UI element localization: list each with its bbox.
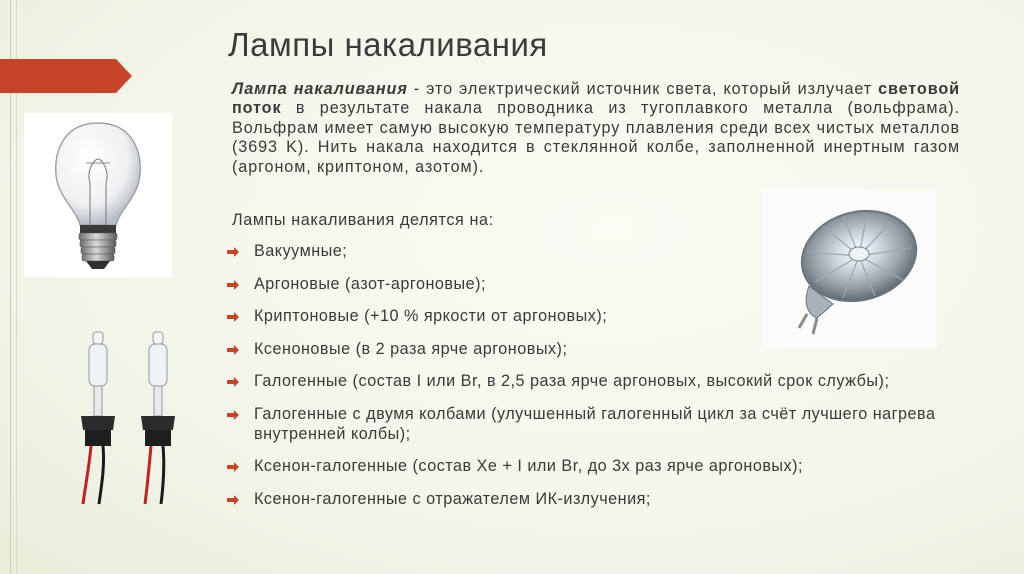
intro-paragraph [232, 80, 960, 177]
incandescent-bulb-image [24, 113, 172, 277]
arrow-bullet-icon [226, 312, 240, 322]
arrow-bullet-icon [226, 345, 240, 355]
list-item-text: Галогенные с двумя колбами (улучшенный галогенный цикл за счёт лучшего нагрева внутренней колбы); [254, 404, 936, 443]
xenon-lamps-image [55, 328, 189, 506]
list-item-text: Галогенные (состав I или Br, в 2,5 раза ярче аргоновых, высокий срок службы); [254, 372, 890, 391]
arrow-bullet-icon [226, 410, 240, 420]
list-item-text: Криптоновые (+10 % яркости от аргоновых); [254, 307, 608, 326]
list-item-text: Ксенон-галогенные с отражателем ИК-излучения; [254, 489, 651, 508]
list-item-text: Аргоновые (азот-аргоновые); [254, 274, 487, 293]
list-item-text: Ксенон-галогенные (состав Xe + I или Br, до 3х раз ярче аргоновых); [254, 457, 804, 476]
list-item [226, 405, 974, 444]
arrow-bullet-icon [226, 280, 240, 290]
arrow-bullet-icon [226, 495, 240, 505]
intro-bold-term: световой поток [232, 80, 960, 118]
list-heading: Лампы накаливания делятся на: [232, 211, 494, 229]
intro-text-1: - это электрический источник света, который излучает [407, 80, 879, 98]
title-accent-ribbon [0, 59, 132, 93]
intro-term: Лампа накаливания [232, 80, 408, 98]
arrow-bullet-icon [226, 377, 240, 387]
list-item [226, 457, 974, 477]
list-item-text: Ксеноновые (в 2 раза ярче аргоновых); [254, 339, 568, 358]
list-item [226, 372, 934, 392]
halogen-reflector-lamp-image [763, 190, 937, 348]
list-item-text: Вакуумные; [254, 242, 348, 260]
list-item [226, 490, 974, 510]
slide-title: Лампы накаливания [228, 26, 548, 63]
arrow-bullet-icon [226, 247, 240, 257]
intro-text-2: в результате накала проводника из тугоплавкого металла (вольфрама). Вольфрам имеет самую высокую температуру плавления среди всех чистых металлов (3693 K). Нить накала находится в стеклянной колбе, заполненной инертным газом (аргоном, криптоном, азотом). [232, 99, 960, 176]
arrow-bullet-icon [226, 462, 240, 472]
